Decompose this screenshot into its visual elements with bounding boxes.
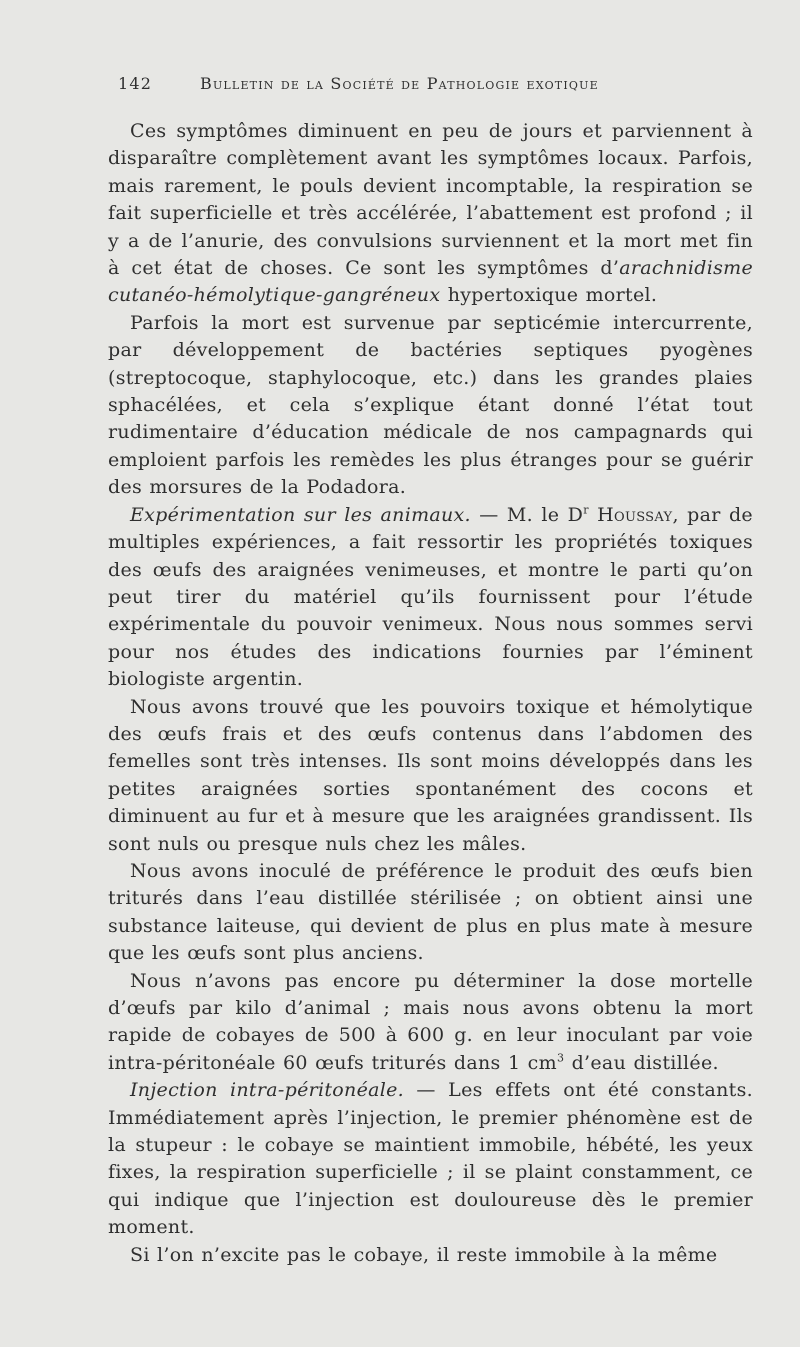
body-text <box>108 118 753 1269</box>
paragraph-1 <box>108 118 753 310</box>
paragraph-5 <box>108 858 753 968</box>
paragraph-text: Si l’on n’excite pas le cobaye, il reste immobile à la même <box>130 1243 718 1266</box>
superscript: r <box>583 503 589 517</box>
paragraph-text: Nous n’avons pas encore pu déterminer la dose mortelle d’œufs par kilo d’animal ; mais nous avons obtenu la mort rapide de cobayes de 500 à 600 g. en leur inoculant par voie intra-péritonéale 60 œufs triturés dans 1 cm <box>108 969 753 1074</box>
paragraph-text: hypertoxique mortel. <box>440 284 658 307</box>
paragraph-text: — M. le D <box>470 503 584 526</box>
journal-title: Bulletin de la Société de Pathologie exotique <box>200 74 599 93</box>
paragraph-text: Nous avons trouvé que les pouvoirs toxique et hémolytique des œufs frais et des œufs contenus dans l’abdomen des femelles sont très intenses. Ils sont moins développés dans les petites araignées sorties spontanément des cocons et diminuent au fur et à mesure que les araignées grandissent. Ils sont nuls ou presque nuls chez les mâles. <box>108 695 753 855</box>
paragraph-8 <box>108 1242 753 1269</box>
section-heading: Expérimentation sur les animaux. <box>130 503 471 526</box>
paragraph-7 <box>108 1077 753 1241</box>
paragraph-4 <box>108 694 753 858</box>
paragraph-6 <box>108 968 753 1078</box>
paragraph-3 <box>108 502 753 694</box>
paragraph-2 <box>108 310 753 502</box>
section-heading: Injection intra-péritonéale. <box>130 1079 405 1102</box>
superscript: 3 <box>556 1051 565 1065</box>
page-number: 142 <box>118 74 153 93</box>
paragraph-text: Nous avons inoculé de préférence le produit des œufs bien triturés dans l’eau distillée stérilisée ; on obtient ainsi une substance laiteuse, qui devient de plus en plus mate à mesure que les œufs sont plus anciens. <box>108 859 753 965</box>
paragraph-text: — Les effets ont été constants. Immédiatement après l’injection, le premier phénomène est de la stupeur : le cobaye se maintient immobile, hébété, les yeux fixes, la respiration superficielle ; il se plaint constamment, ce qui indique que l’injection est douloureuse dès le premier moment. <box>108 1079 753 1239</box>
paragraph-text: Parfois la mort est survenue par septicémie intercurrente, par développement de bactéries septiques pyogènes (streptocoque, staphylocoque, etc.) dans les grandes plaies sphacélées, et cela s’explique étant donné l’état tout rudimentaire d’éducation médicale de nos campagnards qui emploient parfois les remèdes les plus étranges pour se guérir des morsures de la Podadora. <box>108 311 753 499</box>
paragraph-text: d’eau distillée. <box>564 1051 719 1074</box>
author-name: Houssay <box>588 503 673 526</box>
paragraph-text: Ces symptômes diminuent en peu de jours et parviennent à disparaître complètement avant les symptômes locaux. Parfois, mais rarement, le pouls devient incomptable, la respiration se fait superficielle et très accélérée, l’abattement est profond ; il y a de l’anurie, des convulsions surviennent et la mort met fin à cet état de choses. Ce sont les symptômes d’ <box>108 120 753 280</box>
italic-term: arachnidisme cutanéo-hémolytique-gangréneux <box>108 257 753 307</box>
paragraph-text: , par de multiples expériences, a fait ressortir les propriétés toxiques des œufs des araignées venimeuses, et montre le parti qu’on peut tirer du matériel qu’ils fournissent pour l’étude expérimentale du pouvoir venimeux. Nous nous sommes servi pour nos études des indications fournies par l’éminent biologiste argentin. <box>108 503 753 691</box>
